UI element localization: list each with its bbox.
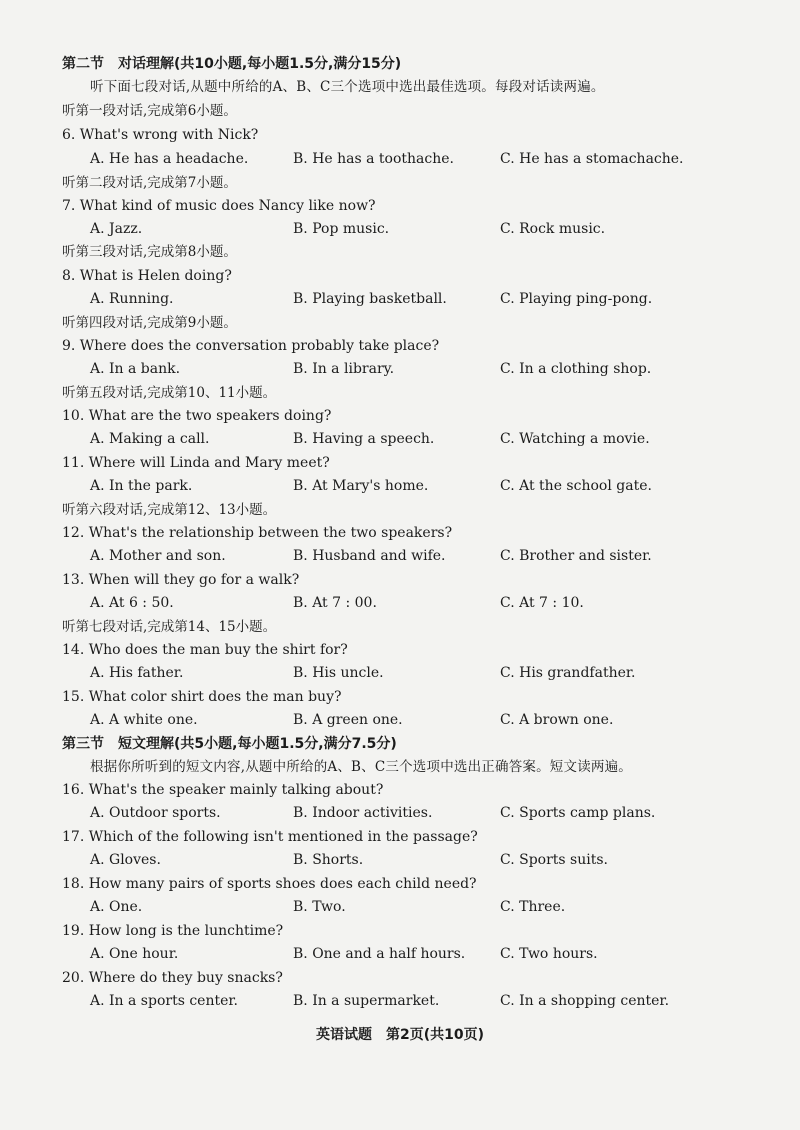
question-19-option-c: C. Two hours. [500,946,598,962]
question-18: 18. How many pairs of sports shoes does each child need? [62,876,477,892]
question-8-option-b: B. Playing basketball. [293,291,447,307]
question-10: 10. What are the two speakers doing? [62,408,332,424]
question-11-option-c: C. At the school gate. [500,478,652,494]
question-12: 12. What's the relationship between the two speakers? [62,525,453,541]
question-19: 19. How long is the lunchtime? [62,923,284,939]
question-11: 11. Where will Linda and Mary meet? [62,455,330,471]
question-20: 20. Where do they buy snacks? [62,970,283,986]
question-14: 14. Who does the man buy the shirt for? [62,642,348,658]
question-12-option-c: C. Brother and sister. [500,548,652,564]
question-6: 6. What's wrong with Nick? [62,127,259,143]
question-11-option-b: B. At Mary's home. [293,478,429,494]
question-17-option-a: A. Gloves. [90,852,161,868]
question-19-option-a: A. One hour. [90,946,179,962]
dialogue-3-label: 听第三段对话,完成第8小题。 [62,244,237,260]
question-17: 17. Which of the following isn't mentioned in the passage? [62,829,478,845]
dialogue-4-label: 听第四段对话,完成第9小题。 [62,315,237,331]
question-20-option-a: A. In a sports center. [90,993,238,1009]
question-8-option-a: A. Running. [90,291,174,307]
question-20-option-c: C. In a shopping center. [500,993,670,1009]
section-2-instruction: 听下面七段对话,从题中所给的A、B、C三个选项中选出最佳选项。每段对话读两遍。 [90,79,605,95]
dialogue-5-label: 听第五段对话,完成第10、11小题。 [62,385,277,401]
section-3-instruction: 根据你所听到的短文内容,从题中所给的A、B、C三个选项中选出正确答案。短文读两遍。 [90,759,632,775]
question-8-option-c: C. Playing ping-pong. [500,291,653,307]
question-7-option-b: B. Pop music. [293,221,390,237]
dialogue-1-label: 听第一段对话,完成第6小题。 [62,103,237,119]
question-10-option-b: B. Having a speech. [293,431,435,447]
page-footer: 英语试题 第2页(共10页) [315,1027,485,1043]
question-13-option-a: A. At 6 : 50. [90,595,174,611]
question-18-option-b: B. Two. [293,899,346,915]
question-9-option-b: B. In a library. [293,361,395,377]
dialogue-2-label: 听第二段对话,完成第7小题。 [62,175,237,191]
question-16: 16. What's the speaker mainly talking about? [62,782,384,798]
question-10-option-c: C. Watching a movie. [500,431,650,447]
question-9: 9. Where does the conversation probably take place? [62,338,440,354]
dialogue-7-label: 听第七段对话,完成第14、15小题。 [62,619,277,635]
question-7: 7. What kind of music does Nancy like now? [62,198,376,214]
section-3-title: 第三节 短文理解(共5小题,每小题1.5分,满分7.5分) [62,736,397,752]
question-14-option-b: B. His uncle. [293,665,384,681]
question-15-option-c: C. A brown one. [500,712,614,728]
question-7-option-a: A. Jazz. [90,221,143,237]
question-19-option-b: B. One and a half hours. [293,946,466,962]
question-17-option-c: C. Sports suits. [500,852,608,868]
question-6-option-b: B. He has a toothache. [293,151,454,167]
question-6-option-c: C. He has a stomachache. [500,151,684,167]
question-7-option-c: C. Rock music. [500,221,606,237]
dialogue-6-label: 听第六段对话,完成第12、13小题。 [62,502,277,518]
question-18-option-c: C. Three. [500,899,566,915]
question-9-option-a: A. In a bank. [90,361,181,377]
question-13: 13. When will they go for a walk? [62,572,300,588]
question-12-option-b: B. Husband and wife. [293,548,446,564]
question-9-option-c: C. In a clothing shop. [500,361,652,377]
question-20-option-b: B. In a supermarket. [293,993,440,1009]
question-17-option-b: B. Shorts. [293,852,364,868]
question-18-option-a: A. One. [90,899,143,915]
question-6-option-a: A. He has a headache. [90,151,249,167]
question-13-option-b: B. At 7 : 00. [293,595,377,611]
question-10-option-a: A. Making a call. [90,431,210,447]
question-16-option-c: C. Sports camp plans. [500,805,656,821]
question-16-option-a: A. Outdoor sports. [90,805,221,821]
question-8: 8. What is Helen doing? [62,268,232,284]
question-14-option-c: C. His grandfather. [500,665,636,681]
question-11-option-a: A. In the park. [90,478,193,494]
question-14-option-a: A. His father. [90,665,184,681]
question-15-option-a: A. A white one. [90,712,198,728]
section-2-title: 第二节 对话理解(共10小题,每小题1.5分,满分15分) [62,56,402,72]
question-12-option-a: A. Mother and son. [90,548,226,564]
question-15-option-b: B. A green one. [293,712,403,728]
question-16-option-b: B. Indoor activities. [293,805,433,821]
question-15: 15. What color shirt does the man buy? [62,689,342,705]
question-13-option-c: C. At 7 : 10. [500,595,584,611]
